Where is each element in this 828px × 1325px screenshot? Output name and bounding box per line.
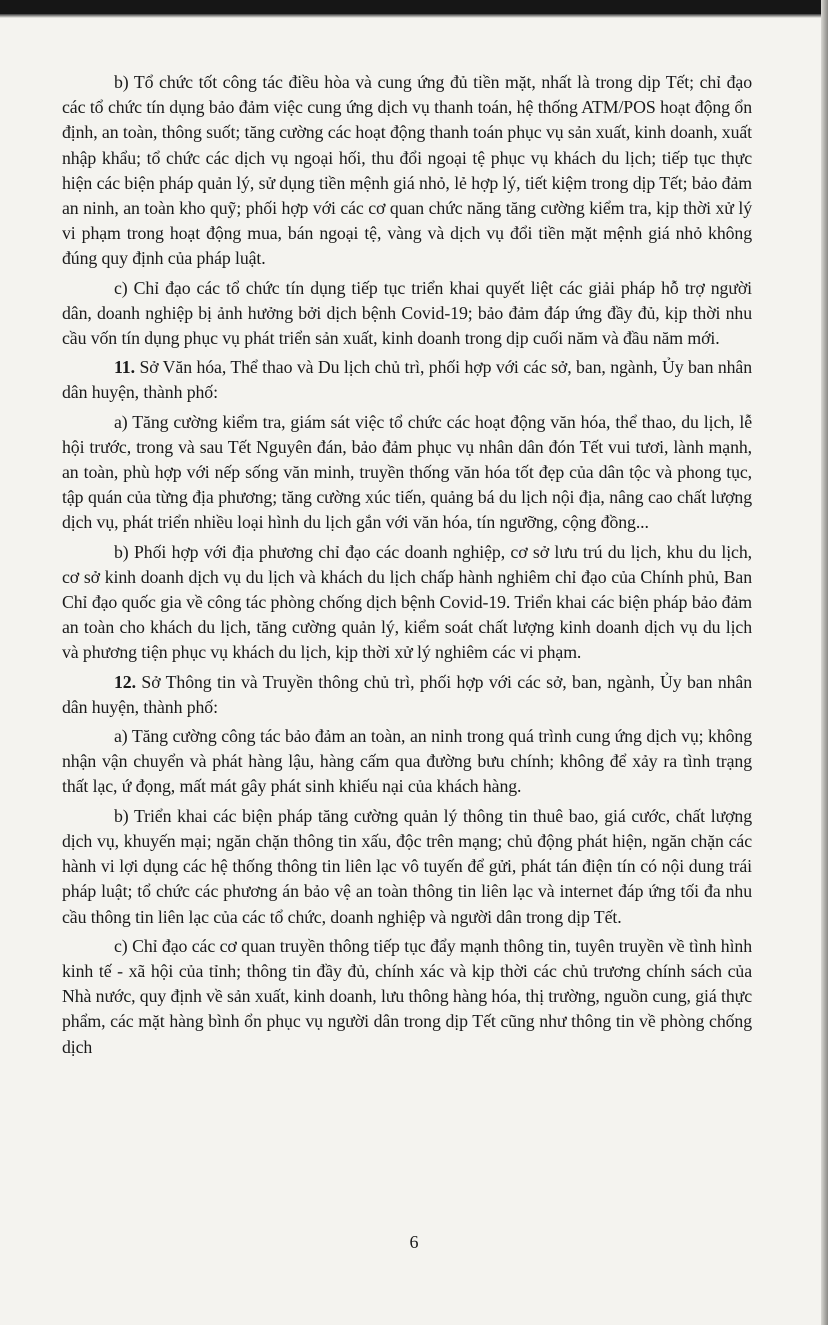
scan-shadow-top (0, 14, 828, 18)
scan-border-top (0, 0, 828, 14)
paragraph-11 (62, 355, 752, 405)
paragraph-11a: a) Tăng cường kiểm tra, giám sát việc tổ chức các hoạt động văn hóa, thể thao, du lịch, lễ hội trước, trong và sau Tết Nguyên đán, bảo đảm phục vụ nhân dân đón Tết vui tươi, lành mạnh, an toàn, phù hợp với nếp sống văn minh, truyền thống văn hóa tốt đẹp của dân tộc và phong tục, tập quán của từng địa phương; tăng cường xúc tiến, quảng bá du lịch nội địa, nâng cao chất lượng dịch vụ, phát triển nhiều loại hình du lịch gắn với văn hóa, tín ngưỡng, cộng đồng... (62, 411, 752, 533)
paragraph-12c: c) Chỉ đạo các cơ quan truyền thông tiếp tục đẩy mạnh thông tin, tuyên truyền về tình hình kinh tế - xã hội của tỉnh; thông tin đầy đủ, chính xác và kịp thời các chủ trương chính sách của Nhà nước, quy định về sản xuất, kinh doanh, lưu thông hàng hóa, thị trường, nguồn cung, giá thực phẩm, các mặt hàng bình ổn phục vụ người dân trong dịp Tết cũng như thông tin về phòng chống dịch (62, 935, 752, 1057)
paragraph-10b: b) Tổ chức tốt công tác điều hòa và cung ứng đủ tiền mặt, nhất là trong dịp Tết; chỉ đạo các tổ chức tín dụng bảo đảm việc cung ứng dịch vụ thanh toán, hệ thống ATM/POS hoạt động ổn định, an toàn, thông suốt; tăng cường các hoạt động thanh toán phục vụ sản xuất, kinh doanh, xuất nhập khẩu; tổ chức các dịch vụ ngoại hối, thu đổi ngoại tệ phục vụ khách du lịch; tiếp tục thực hiện các biện pháp quản lý, sử dụng tiền mệnh giá nhỏ, lẻ hợp lý, tiết kiệm trong dịp Tết; bảo đảm an ninh, an toàn kho quỹ; phối hợp với các cơ quan chức năng tăng cường kiểm tra, kịp thời xử lý vi phạm trong hoạt động mua, bán ngoại tệ, vàng và dịch vụ đổi tiền mặt mệnh giá nhỏ không đúng quy định của pháp luật. (62, 72, 752, 269)
paragraph-11b: b) Phối hợp với địa phương chỉ đạo các doanh nghiệp, cơ sở lưu trú du lịch, khu du lịch, cơ sở kinh doanh dịch vụ du lịch và khách du lịch chấp hành nghiêm chỉ đạo của Chính phủ, Ban Chỉ đạo quốc gia về công tác phòng chống dịch bệnh Covid-19. Triển khai các biện pháp bảo đảm an toàn cho khách du lịch, tăng cường quản lý, kiểm soát chất lượng kinh doanh dịch vụ du lịch và phương tiện phục vụ khách du lịch, kịp thời xử lý nghiêm các vi phạm. (62, 541, 752, 663)
section-number-11: 11. (114, 357, 135, 378)
paragraph-12 (62, 670, 752, 720)
scan-border-right (821, 0, 828, 1325)
paragraph-12-text: Sở Thông tin và Truyền thông chủ trì, phối hợp với các sở, ban, ngành, Ủy ban nhân dân huyện, thành phố: (62, 671, 752, 717)
section-number-12: 12. (114, 671, 136, 692)
document-page (62, 70, 752, 1060)
paragraph-12a: a) Tăng cường công tác bảo đảm an toàn, an ninh trong quá trình cung ứng dịch vụ; không nhận vận chuyển và phát hàng lậu, hàng cấm qua đường bưu chính; không để xảy ra tình trạng thất lạc, ứ đọng, mất mát gây phát sinh khiếu nại của khách hàng. (62, 726, 752, 797)
page-number: 6 (409, 1232, 419, 1252)
paragraph-12b: b) Triển khai các biện pháp tăng cường quản lý thông tin thuê bao, giá cước, chất lượng dịch vụ, khuyến mại; ngăn chặn thông tin xấu, độc trên mạng; chủ động phát hiện, ngăn chặn các hành vi lợi dụng các hệ thống thông tin liên lạc vô tuyến để gửi, phát tán điện tín có nội dung trái pháp luật; tổ chức các phương án bảo vệ an toàn thông tin liên lạc và internet đáp ứng tối đa nhu cầu thông tin liên lạc của các tổ chức, doanh nghiệp và người dân trong dịp Tết. (62, 805, 752, 927)
paragraph-11-text: Sở Văn hóa, Thể thao và Du lịch chủ trì, phối hợp với các sở, ban, ngành, Ủy ban nhân dân huyện, thành phố: (62, 357, 752, 403)
paragraph-10c: c) Chỉ đạo các tổ chức tín dụng tiếp tục triển khai quyết liệt các giải pháp hỗ trợ người dân, doanh nghiệp bị ảnh hưởng bởi dịch bệnh Covid-19; bảo đảm đáp ứng đầy đủ, kịp thời nhu cầu vốn tín dụng phục vụ phát triển sản xuất, kinh doanh trong dịp cuối năm và đầu năm mới. (62, 277, 752, 349)
